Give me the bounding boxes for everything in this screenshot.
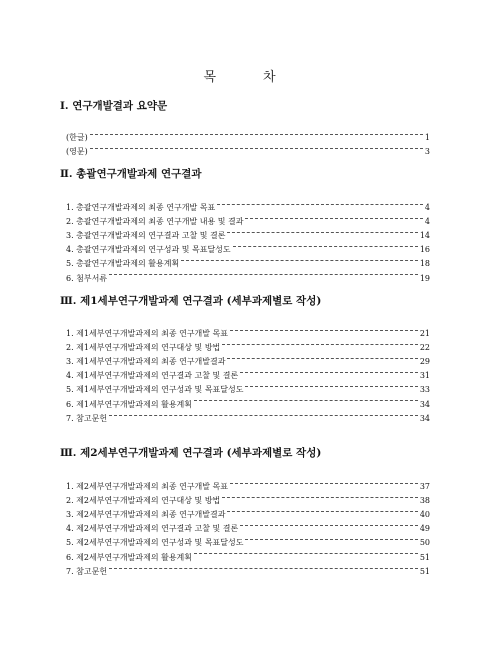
toc-entry[interactable] [66,322,430,339]
toc-entry-page: 50 [419,538,430,548]
toc-entry-label: 2. 제1세부연구개발과제의 연구대상 및 방법 [66,343,221,353]
toc-entry[interactable] [66,475,430,492]
leader-dots [194,392,418,406]
page-title [0,66,480,85]
toc-entry-label: 6. 첨부서류 [66,273,108,283]
section-heading: Ⅲ. 제1세부연구개발과제 연구결과 (세부과제별로 작성) [60,295,322,307]
toc-entry-label: (한글) [66,133,88,143]
leader-dots [222,489,418,503]
toc-entry-label: 3. 제2세부연구개발과제의 최종 연구개발결과 [66,510,226,520]
toc-entry-page: 4 [424,217,430,227]
toc-entry-page: 51 [419,552,430,562]
title-char-2: 차 [263,70,277,85]
toc-entry-label: 3. 총괄연구개발과제의 연구결과 고찰 및 결론 [66,231,226,241]
leader-dots [222,336,418,350]
section-heading: Ⅱ. 총괄연구개발과제 연구결과 [60,168,202,180]
leader-dots [90,140,423,154]
leader-dots [240,364,418,378]
leader-dots [245,531,417,545]
toc-entry-label: 7. 참고문헌 [66,566,108,576]
leader-dots [227,503,417,517]
toc-entry-label: 4. 제1세부연구개발과제의 연구결과 고찰 및 결론 [66,371,239,381]
toc-entry-label: 4. 총괄연구개발과제의 연구성과 및 목표달성도 [66,245,231,255]
toc-section-2 [60,166,430,281]
toc-entry-label: 2. 총괄연구개발과제의 최종 연구개발 내용 및 결과 [66,217,244,227]
toc-entry-page: 4 [424,203,430,213]
toc-entry-label: 1. 제2세부연구개발과제의 최종 연구개발 목표 [66,482,228,492]
leader-dots [109,407,418,421]
leader-dots [233,238,418,252]
toc-entry-page: 21 [419,329,430,339]
leader-dots [245,378,417,392]
leader-dots [109,560,418,574]
toc-entry[interactable] [66,196,430,213]
toc-entry-label: 6. 제1세부연구개발과제의 활용계획 [66,399,192,409]
toc-section-1 [60,98,430,157]
toc-entry-page: 38 [419,496,430,506]
toc-entry-label: (영문) [66,147,88,157]
toc-entry-page: 49 [419,524,430,534]
toc-section-3 [60,293,430,421]
leader-dots [109,266,418,280]
toc-entry[interactable] [66,407,430,421]
toc-entry-page: 3 [424,147,430,157]
toc-entry-label: 6. 제2세부연구개발과제의 활용계획 [66,552,192,562]
toc-entry[interactable] [66,140,430,157]
toc-entry-page: 34 [419,399,430,409]
leader-dots [90,126,423,140]
leader-dots [245,210,422,224]
toc-entry-page: 1 [424,133,430,143]
toc-entry-page: 16 [419,245,430,255]
leader-dots [230,475,418,489]
toc-entry-label: 5. 총괄연구개발과제의 활용계획 [66,259,180,269]
toc-entry-page: 19 [419,273,430,283]
toc-entry-page: 14 [419,231,430,241]
toc-entry[interactable] [66,126,430,143]
toc-entry-label: 2. 제2세부연구개발과제의 연구대상 및 방법 [66,496,221,506]
section-heading: Ⅰ. 연구개발결과 요약문 [60,100,168,112]
toc-entry-page: 29 [419,357,430,367]
leader-dots [181,252,418,266]
toc-entry-label: 1. 제1세부연구개발과제의 최종 연구개발 목표 [66,329,228,339]
toc-entry-label: 4. 제2세부연구개발과제의 연구결과 고찰 및 결론 [66,524,239,534]
toc-entry-label: 5. 제1세부연구개발과제의 연구성과 및 목표달성도 [66,385,244,395]
toc-entry-label: 7. 참고문헌 [66,413,108,423]
section-heading: Ⅲ. 제2세부연구개발과제 연구결과 (세부과제별로 작성) [60,447,322,459]
toc-entry-page: 31 [419,371,430,381]
title-char-1: 목 [203,70,217,85]
leader-dots [227,224,417,238]
leader-dots [227,350,417,364]
toc-entry-page: 34 [419,413,430,423]
leader-dots [240,517,418,531]
toc-entry-label: 3. 제1세부연구개발과제의 최종 연구개발결과 [66,357,226,367]
toc-entry[interactable] [66,560,430,574]
toc-entry-label: 1. 총괄연구개발과제의 최종 연구개발 목표 [66,203,216,213]
leader-dots [230,322,418,336]
leader-dots [194,545,418,559]
toc-entry-page: 18 [419,259,430,269]
toc-entry-page: 40 [419,510,430,520]
toc-entry-label: 5. 제2세부연구개발과제의 연구성과 및 목표달성도 [66,538,244,548]
toc-section-4 [60,445,430,574]
toc-entry-page: 33 [419,385,430,395]
toc-entry-page: 51 [419,566,430,576]
leader-dots [217,196,423,210]
toc-entry-page: 37 [419,482,430,492]
toc-entry-page: 22 [419,343,430,353]
toc-entry[interactable] [66,266,430,283]
